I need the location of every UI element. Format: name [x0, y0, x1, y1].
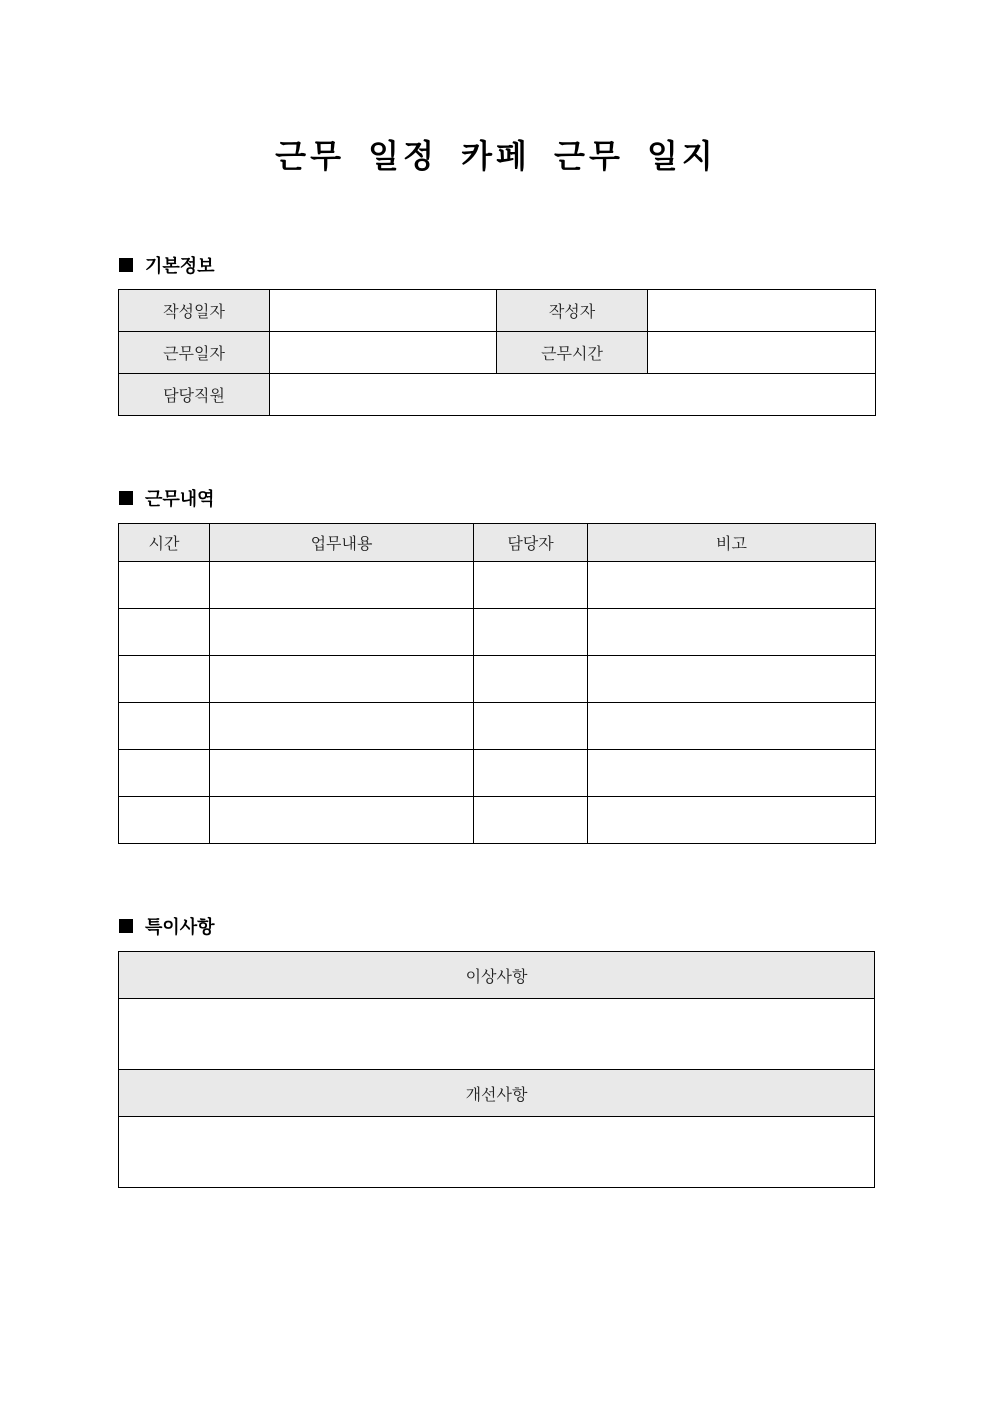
basic-info-table	[118, 289, 876, 416]
work-log-table	[118, 523, 876, 844]
task-cell[interactable]	[210, 797, 474, 844]
table-row	[119, 999, 875, 1070]
remarks-cell[interactable]	[588, 562, 876, 609]
assignee-cell[interactable]	[474, 609, 588, 656]
time-cell[interactable]	[119, 656, 210, 703]
work-date-field[interactable]	[270, 332, 497, 374]
task-cell[interactable]	[210, 609, 474, 656]
section-heading-work-log	[119, 486, 215, 510]
notes-table	[118, 951, 875, 1188]
written-date-field[interactable]	[270, 290, 497, 332]
task-cell[interactable]	[210, 703, 474, 750]
section-heading-label: 근무내역	[145, 489, 215, 510]
table-row	[119, 290, 876, 332]
task-cell[interactable]	[210, 562, 474, 609]
time-cell[interactable]	[119, 750, 210, 797]
assignee-cell[interactable]	[474, 703, 588, 750]
staff-field[interactable]	[270, 374, 876, 416]
table-row	[119, 703, 876, 750]
table-row	[119, 797, 876, 844]
column-header-assignee: 담당자	[474, 524, 588, 562]
section-heading-basic-info	[119, 253, 215, 277]
page-title: 근무 일정 카페 근무 일지	[275, 137, 717, 175]
assignee-cell[interactable]	[474, 750, 588, 797]
table-row	[119, 656, 876, 703]
remarks-cell[interactable]	[588, 797, 876, 844]
writer-field[interactable]	[648, 290, 876, 332]
written-date-label: 작성일자	[119, 290, 270, 332]
assignee-cell[interactable]	[474, 562, 588, 609]
time-cell[interactable]	[119, 703, 210, 750]
improvements-field[interactable]	[119, 1117, 875, 1188]
task-cell[interactable]	[210, 750, 474, 797]
work-date-label: 근무일자	[119, 332, 270, 374]
issues-field[interactable]	[119, 999, 875, 1070]
assignee-cell[interactable]	[474, 656, 588, 703]
column-header-time: 시간	[119, 524, 210, 562]
time-cell[interactable]	[119, 797, 210, 844]
table-row	[119, 609, 876, 656]
square-bullet-icon	[119, 491, 133, 505]
table-row	[119, 750, 876, 797]
square-bullet-icon	[119, 258, 133, 272]
work-time-label: 근무시간	[497, 332, 648, 374]
column-header-remarks: 비고	[588, 524, 876, 562]
section-heading-notes	[119, 914, 215, 938]
table-header-row	[119, 524, 876, 562]
work-time-field[interactable]	[648, 332, 876, 374]
improvements-label: 개선사항	[119, 1070, 875, 1117]
remarks-cell[interactable]	[588, 750, 876, 797]
square-bullet-icon	[119, 919, 133, 933]
staff-label: 담당직원	[119, 374, 270, 416]
assignee-cell[interactable]	[474, 797, 588, 844]
table-row	[119, 332, 876, 374]
table-row	[119, 562, 876, 609]
writer-label: 작성자	[497, 290, 648, 332]
table-row	[119, 1117, 875, 1188]
task-cell[interactable]	[210, 656, 474, 703]
issues-label: 이상사항	[119, 952, 875, 999]
time-cell[interactable]	[119, 609, 210, 656]
remarks-cell[interactable]	[588, 609, 876, 656]
section-heading-label: 기본정보	[145, 256, 215, 277]
table-row	[119, 374, 876, 416]
column-header-task: 업무내용	[210, 524, 474, 562]
section-heading-label: 특이사항	[145, 917, 215, 938]
time-cell[interactable]	[119, 562, 210, 609]
table-header-row	[119, 1070, 875, 1117]
remarks-cell[interactable]	[588, 703, 876, 750]
remarks-cell[interactable]	[588, 656, 876, 703]
table-header-row	[119, 952, 875, 999]
